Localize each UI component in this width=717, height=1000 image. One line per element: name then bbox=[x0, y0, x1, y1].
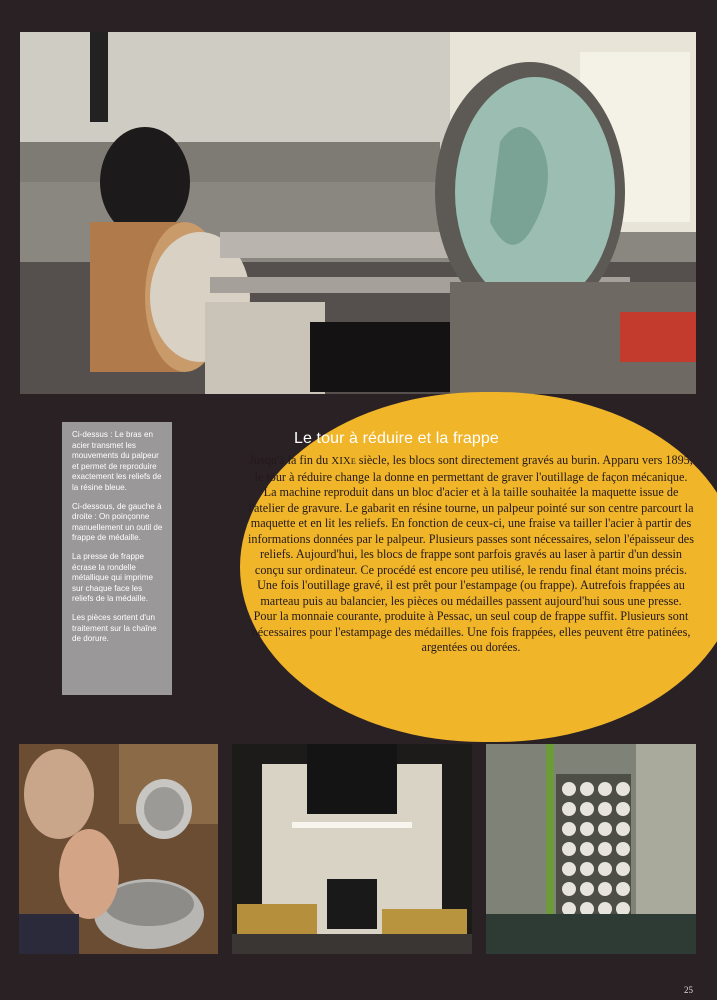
caption-box bbox=[62, 422, 172, 695]
caption-above: Ci-dessus : Le bras en acier transmet les mouvements du palpeur et permet de reproduire exactement les reliefs de la résine bleue. bbox=[72, 430, 162, 492]
page-number: 25 bbox=[684, 985, 693, 995]
caption-gilding: Les pièces sortent d'un traitement sur la chaîne de dorure. bbox=[72, 612, 157, 644]
article-body bbox=[248, 453, 694, 656]
caption-below-intro: Ci-dessous, de gauche à droite : On poinçonne manuellement un outil de frappe de médaille. bbox=[72, 501, 163, 543]
hero-photo-reducing-lathe bbox=[20, 32, 696, 394]
article-body-pre: Jusqu'à la fin du bbox=[249, 453, 332, 467]
photo-gilding-line bbox=[486, 744, 696, 954]
photo-hand-punching bbox=[19, 744, 218, 954]
article-title: Le tour à réduire et la frappe bbox=[294, 430, 499, 447]
photo-striking-press bbox=[232, 744, 472, 954]
century-label: XIXe bbox=[331, 455, 356, 467]
article-body-post: siècle, les blocs sont directement gravés au burin. Apparu vers 1895, le tour à réduire change la donne en permettant de graver l'outillage de façon mécanique. La machine reproduit dans un bloc d'acier et à la taille souhaitée la maquette issue de l'atelier de gravure. Le gabarit en résine tourne, un palpeur pointé sur son centre parcourt la maquette et en lit les reliefs. En fonction de ceux-ci, une fraise va tailler l'acier à partir des informations données par le palpeur. Plusieurs passes sont nécessaires, selon l'épaisseur des reliefs. Aujourd'hui, les blocs de frappe sont parfois gravés au laser à partir d'un dessin conçu sur ordinateur. Ce procédé est encore peu utilisé, le rendu final étant moins précis. Une fois l'outillage gravé, il est prêt pour l'estampage (ou frappe). Autrefois frappées au marteau puis au balancier, les pièces ou médailles passent aujourd'hui sous une presse. Pour la monnaie courante, produite à Pessac, un seul coup de frappe suffit. Plusieurs sont nécessaires pour l'estampage des médailles. Une fois frappées, elles peuvent être patinées, argentées ou dorées. bbox=[248, 453, 694, 654]
caption-press: La presse de frappe écrase la rondelle métallique qui imprime sur chaque face les reliefs de la médaille. bbox=[72, 551, 153, 604]
